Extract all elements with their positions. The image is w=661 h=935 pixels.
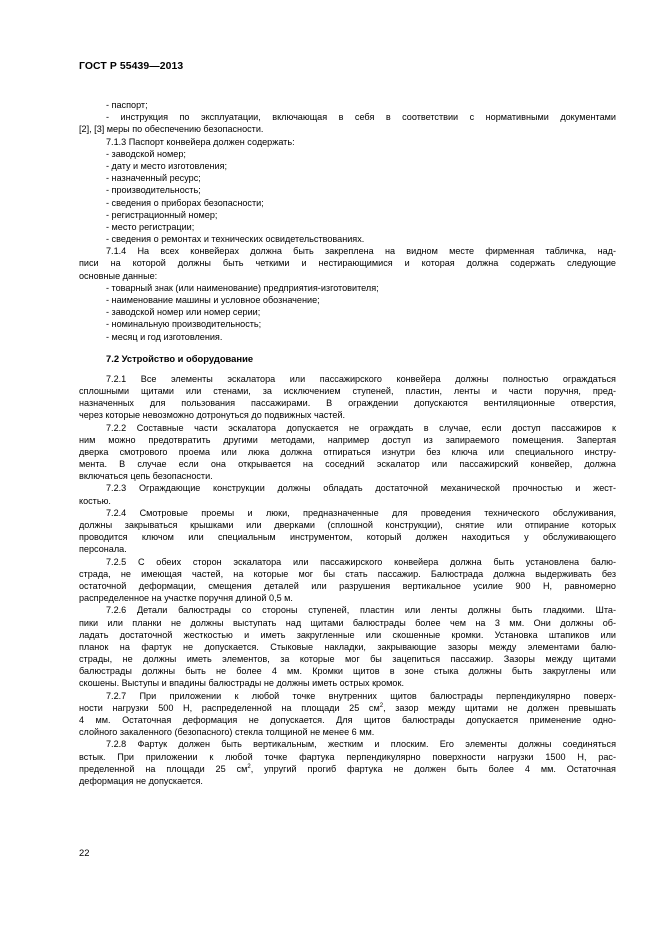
text-line: страды, не должны иметь элементов, за которые мог бы зацепиться пассажир. Зазоры между щитами xyxy=(79,654,616,665)
text-line: - наименование машины и условное обозначение; xyxy=(106,295,320,305)
text-line: - товарный знак (или наименование) предприятия-изготовителя; xyxy=(106,282,379,293)
text-line: - номинальную производительность; xyxy=(106,319,262,330)
text-line: ним можно предотвратить другими методами, например доступ из запираемого помещения. Запертая xyxy=(79,434,616,445)
text-line: 7.2.4 Смотровые проемы и люки, предназначенные для проведения технического обслуживания, xyxy=(106,507,616,518)
text-line: планок на фартук не допускается. Стыковые накладки, закрывающие зазоры между элементами балю- xyxy=(79,641,616,652)
text-line: остаточной деформации, смещения деталей или разрушения вертикальное усилие 900 Н, равномерно xyxy=(79,580,616,591)
text-line: основные данные: xyxy=(79,270,158,281)
text-line: ности нагрузки 500 Н, распределенной на площади 25 $см^2$, зазор между щитами не должен превышать xyxy=(79,702,616,713)
text-line: должны закрываться крышками или дверками (сплошной конструкции), снятие или отпирание которых xyxy=(79,520,616,530)
text-line: балюстрады должны быть не более 4 мм. Кромки щитов в зоне стыка должны быть закруглены или xyxy=(79,666,616,677)
text-line: 7.2.3 Ограждающие конструкции должны обладать достаточной механической прочностью и жест- xyxy=(106,483,616,494)
text-line: - место регистрации; xyxy=(106,221,195,232)
text-line: костью. xyxy=(79,495,111,506)
text-line: 7.2.1 Все элементы эскалатора или пассажирского конвейера должны полностью ограждаться xyxy=(106,373,616,384)
text-line: - сведения о ремонтах и технических освидетельствованиях. xyxy=(106,234,365,245)
text-line: - инструкция по эксплуатации, включающая в себя в соответствии с нормативными документами xyxy=(106,112,616,123)
text-line: назначенных для пользования пассажирами. В ограждении допускаются вентиляционные отверстия, xyxy=(79,398,616,409)
text-line: ладать достаточной жесткостью и иметь закругленные или скошенные кромки. Установка штапиков или xyxy=(79,629,616,640)
section-heading: 7.2 Устройство и оборудование xyxy=(106,352,254,364)
text-line: слойного закаленного (безопасного) стекла толщиной не менее 6 мм. xyxy=(79,727,375,738)
page-number: 22 xyxy=(79,847,90,858)
document-header: ГОСТ Р 55439—2013 xyxy=(79,61,184,72)
document-body xyxy=(79,99,616,787)
text-line: 7.1.4 На всех конвейерах должна быть закреплена на видном месте фирменная табличка, над- xyxy=(106,246,616,257)
text-line: - заводской номер или номер серии; xyxy=(106,307,261,318)
text-line: сплошными щитами или стенами, за исключением ступеней, пластин, ленты и части поручня, пред- xyxy=(79,385,616,396)
text-line: включаться цепь безопасности. xyxy=(79,471,213,482)
text-line: 7.1.3 Паспорт конвейера должен содержать: xyxy=(106,136,295,147)
section-7-1-text xyxy=(79,99,616,343)
text-line: - месяц и год изготовления. xyxy=(106,331,223,342)
text-line: - назначенный ресурс; xyxy=(106,173,201,184)
text-line: 4 мм. Остаточная деформация не допускается. Для щитов балюстрады допускается применение одно- xyxy=(79,715,616,725)
text-line: - дату и место изготовления; xyxy=(106,160,228,171)
text-line: - паспорт; xyxy=(106,100,148,110)
text-line: страда, не имеющая частей, на которые мог бы стать пассажир. Балюстрада должна выдерживать без xyxy=(79,568,616,579)
text-line: 7.2.5 С обеих сторон эскалатора или пассажирского конвейера должна быть установлена балю- xyxy=(106,556,616,567)
text-line: 7.2.8 Фартук должен быть вертикальным, жестким и плоским. Его элементы должны соединяться xyxy=(106,739,616,750)
text-line: - регистрационный номер; xyxy=(106,209,218,220)
text-line: через которые невозможно дотронуться до подвижных частей. xyxy=(79,410,346,421)
text-line: пределенной на площади 25 $см^2$, упругий прогиб фартука не должен быть более 4 мм. Остаточная xyxy=(79,763,616,774)
text-line: писи на которой должны быть четкими и нестирающимися и которая должна содержать следующие xyxy=(79,258,616,269)
text-line: - сведения о приборах безопасности; xyxy=(106,197,264,208)
text-line: распределенное на участке поручня длиной 0,5 м. xyxy=(79,593,293,604)
text-line: встык. При приложении к любой точке фартука перпендикулярно поверхности нагрузки 1500 Н, рас- xyxy=(79,751,616,762)
text-line: - производительность; xyxy=(106,185,201,196)
text-line: скошены. Выступы и впадины балюстрады не должны иметь острых кромок. xyxy=(79,678,404,689)
section-7-2-text-cont xyxy=(79,714,616,763)
section-7-2-text xyxy=(79,373,616,702)
text-line: 7.2.2 Составные части эскалатора допускается не ограждать в случае, если доступ пассажиров к xyxy=(106,422,616,433)
text-line: 7.2.6 Детали балюстрады со стороны ступеней, пластин или ленты должны быть гладкими. Шта- xyxy=(106,605,616,616)
text-line: 7.2.7 При приложении к любой точке внутренних щитов балюстрады перпендикулярно поверх- xyxy=(106,690,616,701)
text-line: дверка смотрового проема или люка должна отпираться изнутри без ключа или специального инстру- xyxy=(79,446,616,457)
text-line: проводится ключом или специальным инструментом, который должен находиться у обслуживающего xyxy=(79,532,616,543)
text-line: пики или планки не должны выступать над щитами балюстрады более чем на 3 мм. Они должны об- xyxy=(79,617,616,628)
text-line: [2], [3] меры по обеспечению безопасности. xyxy=(79,124,264,135)
text-line: деформация не допускается. xyxy=(79,775,203,786)
text-line: персонала. xyxy=(79,544,127,555)
text-line: - заводской номер; xyxy=(106,148,186,159)
text-line: мента. В случае если она открывается на соседний эскалатор или пассажирский конвейер, должна xyxy=(79,459,616,470)
